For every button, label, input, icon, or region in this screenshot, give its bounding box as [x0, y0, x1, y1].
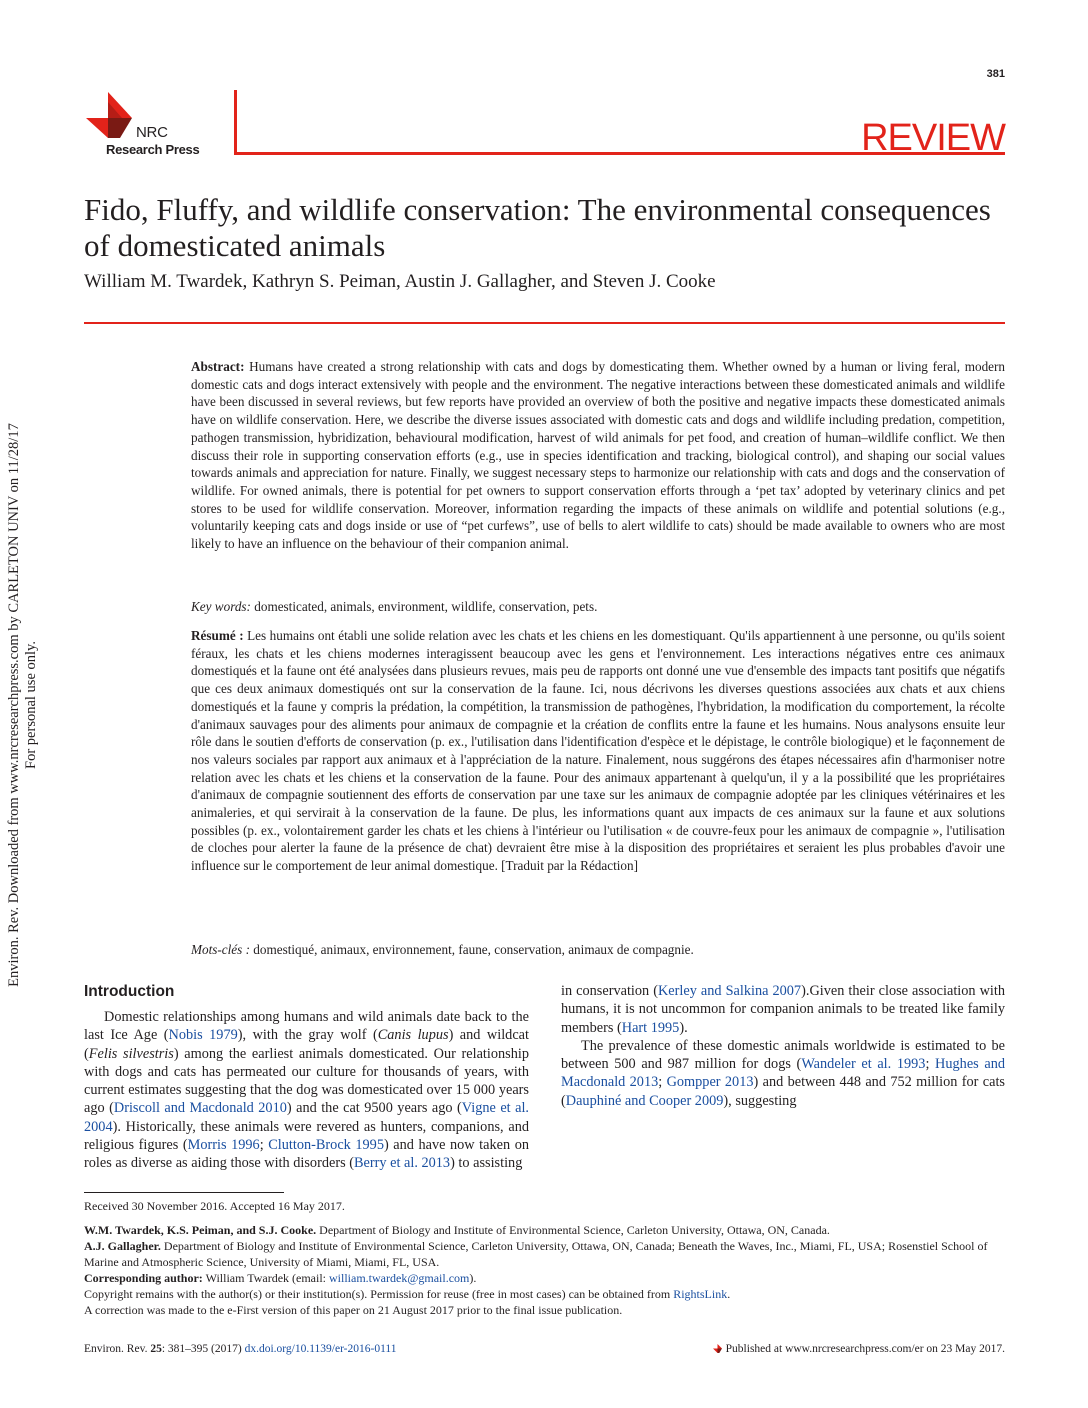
column-flow [561, 982, 1005, 1037]
resume-label: Résumé : [191, 628, 244, 643]
footnotes [84, 1198, 1005, 1318]
section-band [234, 90, 1005, 159]
citation-link[interactable]: Gompper 2013 [666, 1074, 754, 1091]
text-run: ) and wildcat ( [84, 1027, 529, 1062]
citation-link[interactable]: Wandeler et al. 1993 [801, 1056, 926, 1073]
journal-pages: : 381–395 (2017) [161, 1343, 242, 1355]
article-title: Fido, Fluffy, and wildlife conservation: The environmental consequences of domesticated animals [84, 192, 991, 263]
text-run: The prevalence of these domestic animals worldwide is estimated to be between 500 and 987 million for dogs ( [561, 1037, 1005, 1073]
title-divider [84, 322, 1005, 324]
species-name: Felis silvestris [88, 1045, 174, 1062]
nrc-small-logo-icon [713, 1344, 722, 1353]
affiliation-names: W.M. Twardek, K.S. Peiman, and S.J. Cooke. [84, 1223, 317, 1237]
text-run: ) and have now taken on roles as diverse as aiding those with disorders ( [84, 1137, 529, 1172]
corresponding-text: William Twardek (email: [205, 1271, 330, 1285]
body-column-right [561, 982, 1005, 1110]
published-line [713, 1343, 1005, 1355]
citation-link[interactable]: Dauphiné and Cooper 2009 [565, 1092, 724, 1109]
citation-link[interactable]: Hughes and Macdonald 2013 [561, 1056, 1005, 1091]
citation-link[interactable]: Morris 1996 [187, 1137, 260, 1154]
download-watermark [6, 355, 42, 1055]
text-run: . [727, 1287, 731, 1301]
body-column-left [84, 982, 529, 1173]
text-run: Domestic relationships among humans and wild animals date back to the last Ice Age ( [84, 1009, 529, 1044]
corresponding-author [84, 1270, 1005, 1286]
author-email-link[interactable]: william.twardek@gmail.com [329, 1271, 470, 1285]
text-run: ). [469, 1271, 477, 1285]
text-run: ) to assisting [450, 1155, 523, 1172]
keywords-text: domesticated, animals, environment, wildlife, conservation, pets. [254, 599, 598, 614]
journal-abbrev: Environ. Rev. [84, 1343, 148, 1355]
affiliation-1 [84, 1222, 1005, 1238]
copyright-note [84, 1286, 1005, 1302]
citation-link[interactable]: Hart 1995 [621, 1019, 680, 1036]
keywords-label: Key words: [191, 599, 251, 614]
nrc-logo-mark-icon [84, 90, 134, 140]
citation-link[interactable]: Nobis 1979 [168, 1027, 238, 1044]
abstract-text: Humans have created a strong relationship with cats and dogs by domesticating them. Whether owned by a human or living feral, modern domestic cats and dogs interact extensively with people and the environment. The negative interactions between these domesticated animals and wildlife have been discussed in several reviews, but few reports have provided an overview of both the positive and negative impacts these domesticated animals have on wildlife conservation. Here, we describe the diverse issues associated with domestic cats and dogs and wildlife including predation, competition, pathogen transmission, hybridization, behavioural modification, harvest of wild animals for pet food, and creation of human–wildlife conflict. We then discuss their role in supporting conservation efforts (e.g., use in species identification and tracking, biological control), and shaping our social values towards animals and appreciation for nature. Finally, we suggest necessary steps to harmonize our relationship with cats and dogs and the conservation of wildlife. For owned animals, there is potential for pet owners to support conservation efforts through a ‘pet tax’ adopted by veterinary clinics and pet stores to be used for wildlife conservation. Moreover, information regarding the impacts of these animals on wildlife and potential solutions (e.g., voluntarily keeping cats and dogs inside or use of “pet curfews”, use of bells to alert wildlife to cats) should be made available to owners who are most likely to have an influence on the behaviour of their companion animal. [191, 359, 1006, 552]
affiliation-2 [84, 1238, 1005, 1270]
abstract [191, 358, 1005, 553]
download-notice: Environ. Rev. Downloaded from www.nrcresearchpress.com by CARLETON UNIV on 11/28/17 [6, 423, 22, 987]
logo-line-2: Research Press [106, 142, 200, 157]
received-accepted: Received 30 November 2016. Accepted 16 May 2017. [84, 1199, 345, 1213]
personal-use-notice: For personal use only. [23, 641, 39, 769]
correction-note: A correction was made to the e-First version of this paper on 21 August 2017 prior to the final issue publication. [84, 1303, 623, 1317]
logo-line-1: NRC [136, 124, 168, 141]
mots-cles-text: domestiqué, animaux, environnement, faune, conservation, animaux de compagnie. [253, 942, 694, 957]
section-label: REVIEW [861, 117, 1005, 159]
intro-paragraph-2 [561, 1037, 1005, 1110]
citation-line [84, 1343, 396, 1355]
resume-text: Les humains ont établi une solide relation avec les chats et les chiens en les domestiquant. Qu'ils appartiennent à une personne, ou qu'ils soient féraux, les chats et les chiens modernes interagissent beaucoup avec les gens et l'environnement. Les interactions négatives entre ces animaux domestiqués et la faune ont été analysées dans plusieurs revues, mais peu de rapports ont donné une vue d'ensemble des impacts tant positifs que négatifs que ces deux animaux domestiqués ont sur la conservation de la faune. Ici, nous décrivons les diverses questions associées aux chats et aux chiens domestiqués et la faune y compris la prédation, la compétition, la transmission de pathogènes, l'hybridation, la modification du comportement, la récolte d'animaux sauvages pour des aliments pour animaux de compagnie et la création de conflits entre la faune et les humains. Nous analysons ensuite leur rôle dans le soutien d'efforts de conservation (p. ex., l'utilisation dans l'identification d'espèce et le dépistage, le contrôle biologique) et le façonnement de nos valeurs sociales par rapport aux animaux et à l'appréciation de la nature. Finalement, nous suggérons des étapes nécessaires afin d'harmoniser notre relation avec les chats et les chiens et la conservation de la faune. Pour des animaux appartenant à quelqu'un, il y a la possibilité que les propriétaires d'animaux de compagnie soutiennent des efforts de conservation par une taxe sur les animaux de compagnie adoptée par les cliniques vétérinaires et les animaleries, et qui servirait à la conservation de la faune. De plus, les informations quant aux impacts de ces animaux sur la faune et aux solutions possibles (p. ex., volontairement garder les chats et les chiens à l'intérieur ou l'utilisation « de couvre-feux pour les animaux de compagnie », l'utilisation de cloches pour alerter la faune de la présence de chat) devraient être mise à la disposition des propriétaires et seraient les plus probables d'avoir une influence sur le comportement de leur animal domestique. [Traduit par la Rédaction] [191, 628, 1006, 874]
text-run: ) among the earliest animals domesticated. Our relationship with dogs and cats has permeated our culture for thousands of years, with current estimates suggesting that the dog was domesticated over 15 000 years ago ( [84, 1045, 530, 1117]
citation-link[interactable]: Driscoll and Macdonald 2010 [113, 1100, 287, 1117]
rightslink-link[interactable]: RightsLink [673, 1287, 728, 1301]
keywords [191, 598, 1005, 616]
affiliation-text: Department of Biology and Institute of Environmental Science, Carleton University, Ottawa, ON, Canada; Beneath the Waves, Inc., Miami, FL, USA; Rosenstiel School of Marine and Atmospheric Science, University of Miami, Miami, FL, USA. [84, 1239, 988, 1269]
citation-link[interactable]: Berry et al. 2013 [354, 1155, 451, 1172]
text-run: ). [801, 983, 810, 999]
text-run: Given their close association with humans, it is not uncommon for companion animals to be treated like family members ( [561, 983, 1005, 1036]
doi-link[interactable]: dx.doi.org/10.1139/er-2016-0111 [244, 1343, 397, 1355]
copyright-text: Copyright remains with the author(s) or their institution(s). Permission for reuse (free in most cases) can be obtained from [84, 1287, 674, 1301]
affiliation-names: A.J. Gallagher. [84, 1239, 161, 1253]
footnote-divider [84, 1192, 284, 1193]
intro-paragraph-1 [84, 1008, 529, 1173]
intro-paragraph-1-continued [561, 982, 1005, 1037]
affiliation-text: Department of Biology and Institute of Environmental Science, Carleton University, Ottawa, ON, Canada. [319, 1223, 830, 1237]
resume [191, 627, 1005, 875]
text-run: ; [925, 1056, 936, 1073]
citation-link[interactable]: Vigne et al. 2004 [84, 1100, 530, 1135]
text-run: ) and the cat 9500 years ago ( [286, 1100, 462, 1117]
corresponding-label: Corresponding author: [84, 1271, 203, 1285]
nrc-research-press-logo [84, 90, 224, 160]
journal-volume: 25 [150, 1343, 162, 1355]
mots-cles-label: Mots-clés : [191, 942, 250, 957]
species-name: Canis lupus [377, 1027, 449, 1044]
author-list: William M. Twardek, Kathryn S. Peiman, Austin J. Gallagher, and Steven J. Cooke [84, 271, 716, 292]
text-run: in conservation ( [561, 983, 658, 999]
text-run: ), with the gray wolf ( [237, 1027, 378, 1044]
mots-cles [191, 941, 1005, 959]
abstract-label: Abstract: [191, 359, 245, 374]
text-run: ), suggesting [723, 1092, 797, 1109]
citation-link[interactable]: Kerley and Salkina 2007 [657, 983, 802, 999]
text-run: ) and between 448 and 752 million for cats ( [561, 1074, 1005, 1109]
published-text: Published at www.nrcresearchpress.com/er on 23 May 2017. [725, 1343, 1005, 1355]
text-run: ). [679, 1019, 688, 1036]
text-run: ). Historically, these animals were revered as hunters, companions, and religious figures ( [84, 1118, 529, 1154]
page-number: 381 [986, 68, 1005, 80]
text-run: ; [259, 1137, 269, 1154]
citation-link[interactable]: Clutton-Brock 1995 [268, 1137, 384, 1154]
section-heading-introduction: Introduction [84, 983, 175, 1000]
text-run: ; [658, 1074, 667, 1091]
